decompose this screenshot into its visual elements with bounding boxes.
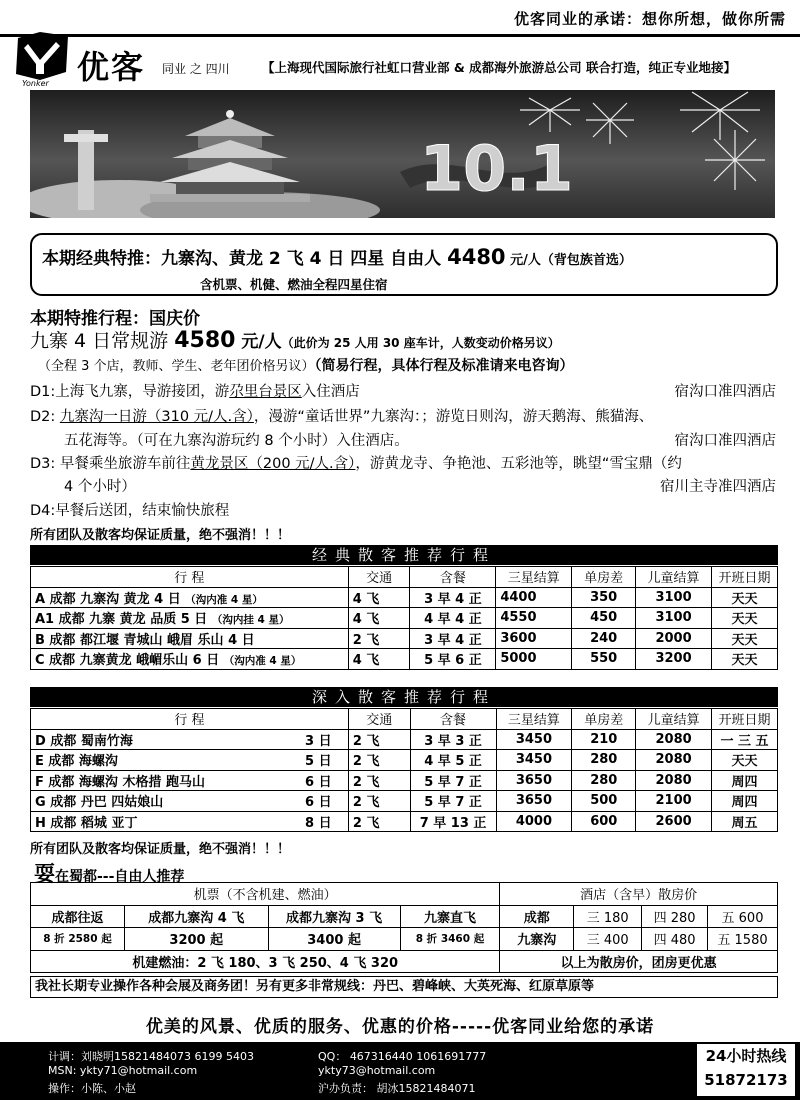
- header-single-supplement: 单房差: [572, 709, 636, 730]
- air-header: 机票（不含机建、燃油）: [31, 883, 500, 906]
- air-price-value: 2580 起: [68, 933, 112, 946]
- special-tour-price: 4580: [174, 328, 236, 353]
- single-cell: 280: [572, 750, 636, 771]
- single-cell: 280: [572, 770, 636, 791]
- contact-dispatcher: 计调：刘晓明15821484073 6199 5403: [48, 1050, 254, 1063]
- header-3star-price: 三星结算: [496, 709, 572, 730]
- child-cell: 2000: [636, 628, 712, 649]
- meals-cell: 7 早 13 正: [410, 811, 496, 832]
- meals-cell: 4 早 5 正: [410, 750, 496, 771]
- air-price-value: 3200 起: [169, 933, 224, 949]
- header-transport: 交通: [348, 709, 410, 730]
- hotel-5star: 五 600: [708, 905, 778, 928]
- route-cell: [31, 608, 349, 629]
- header-route: 行 程: [31, 567, 349, 588]
- route-cell: [31, 811, 349, 832]
- closing-slogan: 优美的风景、优质的服务、优惠的价格-----优客同业给您的承诺: [145, 1017, 655, 1037]
- day1-underlined: 尕里台景区: [229, 384, 302, 400]
- single-cell: 550: [572, 649, 636, 670]
- chengdu-title-text: 在蜀都---自由人推荐: [55, 869, 185, 885]
- transport-cell: 2 飞: [348, 750, 410, 771]
- air-price-value: 3460 起: [440, 933, 485, 946]
- route-note: （沟内准 4 星）: [223, 655, 302, 668]
- contact-qq: QQ： 467316440 1061691777: [318, 1050, 487, 1063]
- table-row: [31, 729, 778, 750]
- route-cell: [31, 587, 349, 608]
- route-name: A1 成都 九寨 黄龙 品质 5 日: [35, 612, 208, 628]
- featured-note: （背包族首选）: [540, 253, 632, 268]
- price-row: [31, 928, 778, 951]
- price-cell: 4000: [496, 811, 572, 832]
- route-name: A 成都 九寨沟 黄龙 4 日: [35, 591, 181, 607]
- table-header-row: [31, 709, 778, 730]
- meals-cell: 3 早 4 正: [410, 628, 496, 649]
- child-cell: 2100: [636, 791, 712, 812]
- hotel-3star: 三 400: [574, 928, 642, 951]
- featured-unit: 元/人: [505, 253, 541, 268]
- header-departure: 开班日期: [712, 567, 778, 588]
- child-cell: 2600: [636, 811, 712, 832]
- hotel-3star: 三 180: [574, 905, 642, 928]
- header-child-price: 儿童结算: [636, 709, 712, 730]
- special-notes: [38, 355, 574, 375]
- contact-manager: 沪办负责： 胡冰15821484071: [318, 1082, 476, 1095]
- route-note: （沟内准 4 星）: [185, 593, 263, 606]
- child-cell: 3100: [636, 587, 712, 608]
- air-route: 九寨直飞: [400, 905, 500, 928]
- header-3star-price: 三星结算: [496, 567, 572, 588]
- table-row: [31, 608, 778, 629]
- itinerary-day-2: [30, 405, 653, 426]
- special-title: 本期特推行程：国庆价: [30, 309, 200, 329]
- table-row: [31, 649, 778, 670]
- header-transport: 交通: [348, 567, 410, 588]
- special-tour-unit: 元/人: [235, 332, 282, 352]
- transport-cell: 2 飞: [348, 628, 410, 649]
- table-row: [31, 811, 778, 832]
- business-note: 我社长期专业操作各种会展及商务团！另有更多非常规线：丹巴、碧峰峡、大英死海、红原草原等: [30, 976, 778, 998]
- header-departure: 开班日期: [712, 709, 778, 730]
- transport-cell: 2 飞: [348, 729, 410, 750]
- route-days: 5 日: [305, 754, 332, 770]
- day1-text: D1:上海飞九寨，导游接团，游: [30, 384, 230, 400]
- holiday-banner: [30, 90, 775, 218]
- header-rule: [0, 34, 800, 37]
- special-note-1: （全程 3 个店，教师、学生、老年团价格另议）: [38, 359, 315, 374]
- route-days: 8 日: [305, 815, 332, 831]
- hotel-4star: 四 280: [642, 905, 708, 928]
- meals-cell: 5 早 6 正: [410, 649, 496, 670]
- header-meals: 含餐: [410, 567, 496, 588]
- dates-cell: 天天: [712, 608, 778, 629]
- hotel-note: 以上为散房价，团房更优惠: [500, 950, 778, 973]
- route-name: C 成都 九寨黄龙 峨嵋乐山 6 日: [35, 653, 220, 669]
- yonker-logo: [10, 30, 74, 88]
- contact-footer: [0, 1042, 800, 1100]
- contact-msn: MSN: ykty71@hotmail.com: [48, 1064, 198, 1077]
- table-row: [31, 791, 778, 812]
- single-cell: 450: [572, 608, 636, 629]
- table-row: [31, 770, 778, 791]
- guarantee-note-1: 所有团队及散客均保证质量，绝不强消！！！: [30, 528, 291, 543]
- air-price: [31, 928, 125, 951]
- dates-cell: 周四: [712, 791, 778, 812]
- air-price: [124, 928, 268, 951]
- day1-text-end: 入住酒店: [301, 384, 360, 400]
- hotel-city: 九寨沟: [500, 928, 574, 951]
- deep-tours-table: [30, 708, 778, 832]
- air-route: 成都往返: [31, 905, 125, 928]
- route-name: D 成都 蜀南竹海: [35, 733, 133, 749]
- contact-email-2: ykty73@hotmail.com: [318, 1064, 436, 1077]
- brand-name: 优客: [77, 48, 146, 86]
- day3-underlined: 黄龙景区（200 元/人.含）: [190, 456, 356, 472]
- air-price-value: 3400 起: [307, 933, 361, 949]
- day2-underlined: 九寨沟一日游（310 元/人.含）: [59, 409, 254, 425]
- dates-cell: 一 三 五: [712, 729, 778, 750]
- air-price: [400, 928, 500, 951]
- route-name: G 成都 丹巴 四姑娘山: [35, 795, 164, 811]
- price-cell: 4550: [496, 608, 572, 629]
- price-cell: 3450: [496, 750, 572, 771]
- air-route: 成都九寨沟 4 飞: [124, 905, 268, 928]
- itinerary-day-1: [30, 380, 360, 401]
- day2-text-end: ，漫游“童话世界”九寨沟：；游览日则沟，游天鹅海、熊猫海、: [253, 409, 654, 425]
- hotline-box: [697, 1044, 795, 1096]
- table-row: [31, 628, 778, 649]
- route-cell: [31, 750, 349, 771]
- price-cell: 5000: [496, 649, 572, 670]
- special-tour-name: 九寨 4 日常规游: [30, 330, 175, 352]
- header-single-supplement: 单房差: [572, 567, 636, 588]
- day2-line2: 五花海等。（可在九寨沟游玩约 8 个小时）入住酒店。: [64, 433, 409, 449]
- header-route: 行 程: [31, 709, 349, 730]
- dates-cell: 天天: [712, 628, 778, 649]
- hotel-4star: 四 480: [642, 928, 708, 951]
- hotline-label: 24小时热线: [705, 1047, 787, 1065]
- featured-offer-box: [30, 233, 778, 296]
- route-name: E 成都 海螺沟: [35, 754, 118, 770]
- transport-cell: 2 飞: [348, 791, 410, 812]
- transport-cell: 2 飞: [348, 811, 410, 832]
- hotel-5star: 五 1580: [708, 928, 778, 951]
- day3-line2: 4 个小时）: [64, 479, 136, 495]
- contact-operators: 操作：小陈、小赵: [48, 1082, 136, 1095]
- price-cell: 3650: [496, 770, 572, 791]
- transport-cell: 4 飞: [348, 608, 410, 629]
- special-price-note: （此价为 25 人用 30 座车计，人数变动价格另议）: [281, 336, 560, 350]
- deep-tours-title: 深入散客推荐行程: [30, 687, 778, 707]
- day2-text: D2:: [30, 409, 60, 425]
- day3-text-end: ，游黄龙寺、争艳池、五彩池等，眺望“雪宝鼎（约: [355, 456, 682, 472]
- table-row: [31, 587, 778, 608]
- dates-cell: 周四: [712, 770, 778, 791]
- route-cell: [31, 770, 349, 791]
- transport-cell: 4 飞: [348, 587, 410, 608]
- single-cell: 210: [572, 729, 636, 750]
- route-name: B 成都 都江堰 青城山 峨眉 乐山 4 日: [35, 632, 255, 648]
- air-price-discount: 8 折: [415, 933, 441, 946]
- route-cell: [31, 791, 349, 812]
- air-route: 成都九寨沟 3 飞: [268, 905, 400, 928]
- meals-cell: 3 早 4 正: [410, 587, 496, 608]
- route-days: 3 日: [305, 733, 332, 749]
- price-cell: 3650: [496, 791, 572, 812]
- table-header-row: [31, 567, 778, 588]
- dates-cell: 周五: [712, 811, 778, 832]
- brand-subtitle: 同业 之 四川: [162, 62, 230, 76]
- route-cell: [31, 649, 349, 670]
- day1-hotel: 宿沟口准四酒店: [674, 384, 776, 400]
- header: [0, 0, 800, 34]
- price-row: [31, 905, 778, 928]
- featured-includes: 含机票、机健、燃油全程四星住宿: [200, 277, 388, 292]
- chengdu-price-table: [30, 882, 778, 973]
- dates-cell: 天天: [712, 587, 778, 608]
- child-cell: 3100: [636, 608, 712, 629]
- logo-text: Yonker: [22, 79, 49, 88]
- special-note-2: （简易行程，具体行程及标准请来电咨询）: [314, 358, 574, 374]
- price-cell: 3450: [496, 729, 572, 750]
- classic-tours-title: 经典散客推荐行程: [30, 545, 778, 565]
- table-row: [31, 750, 778, 771]
- child-cell: 2080: [636, 729, 712, 750]
- itinerary-day-4: D4:早餐后送团，结束愉快旅程: [30, 503, 230, 519]
- meals-cell: 4 早 4 正: [410, 608, 496, 629]
- single-cell: 600: [572, 811, 636, 832]
- air-price: [268, 928, 400, 951]
- day3-text: D3: 早餐乘坐旅游车前往: [30, 456, 191, 472]
- dates-cell: 天天: [712, 750, 778, 771]
- child-cell: 2080: [636, 750, 712, 771]
- featured-offer-line: [42, 244, 632, 269]
- day2-hotel: 宿沟口准四酒店: [674, 433, 776, 449]
- banner-date-text: 10.1: [420, 132, 573, 205]
- route-days: 6 日: [305, 774, 332, 790]
- partners-line: 【上海现代国际旅行社虹口营业部 & 成都海外旅游总公司 联合打造，纯正专业地接】: [262, 60, 736, 75]
- price-cell: 3600: [496, 628, 572, 649]
- route-name: H 成都 稻城 亚丁: [35, 815, 138, 831]
- meals-cell: 5 早 7 正: [410, 770, 496, 791]
- header-child-price: 儿童结算: [636, 567, 712, 588]
- dates-cell: 天天: [712, 649, 778, 670]
- transport-cell: 2 飞: [348, 770, 410, 791]
- meals-cell: 3 早 3 正: [410, 729, 496, 750]
- banner-illustration: [30, 90, 775, 218]
- special-tour-line: [30, 326, 560, 353]
- route-cell: [31, 628, 349, 649]
- classic-tours-table: [30, 566, 778, 670]
- featured-price: 4480: [447, 245, 506, 269]
- featured-label: 本期经典特推：: [42, 249, 161, 269]
- child-cell: 3200: [636, 649, 712, 670]
- single-cell: 350: [572, 587, 636, 608]
- guarantee-note-2: 所有团队及散客均保证质量，绝不强消！！！: [30, 842, 291, 857]
- fuel-surcharge: 机建燃油：2 飞 180、3 飞 250、4 飞 320: [31, 950, 500, 973]
- hotel-header: 酒店（含早）散房价: [500, 883, 778, 906]
- featured-text: 九寨沟、黄龙 2 飞 4 日 四星 自由人: [161, 249, 448, 269]
- itinerary-day-3: [30, 452, 682, 473]
- route-cell: [31, 729, 349, 750]
- hotline-number: 51872173: [704, 1071, 788, 1089]
- transport-cell: 4 飞: [348, 649, 410, 670]
- air-price-discount: 8 折: [43, 933, 69, 946]
- price-header-row: [31, 883, 778, 906]
- route-name: F 成都 海螺沟 木格措 跑马山: [35, 774, 205, 790]
- promise-slogan: 优客同业的承诺：想你所想，做你所需: [513, 10, 786, 28]
- child-cell: 2080: [636, 770, 712, 791]
- single-cell: 500: [572, 791, 636, 812]
- price-footer-row: [31, 950, 778, 973]
- header-meals: 含餐: [410, 709, 496, 730]
- hotel-city: 成都: [500, 905, 574, 928]
- day3-hotel: 宿川主寺准四酒店: [660, 479, 776, 495]
- route-days: 6 日: [305, 795, 332, 811]
- single-cell: 240: [572, 628, 636, 649]
- meals-cell: 5 早 7 正: [410, 791, 496, 812]
- price-cell: 4400: [496, 587, 572, 608]
- route-note: （沟内挂 4 星）: [211, 614, 290, 627]
- yao-character: 耍: [34, 862, 55, 886]
